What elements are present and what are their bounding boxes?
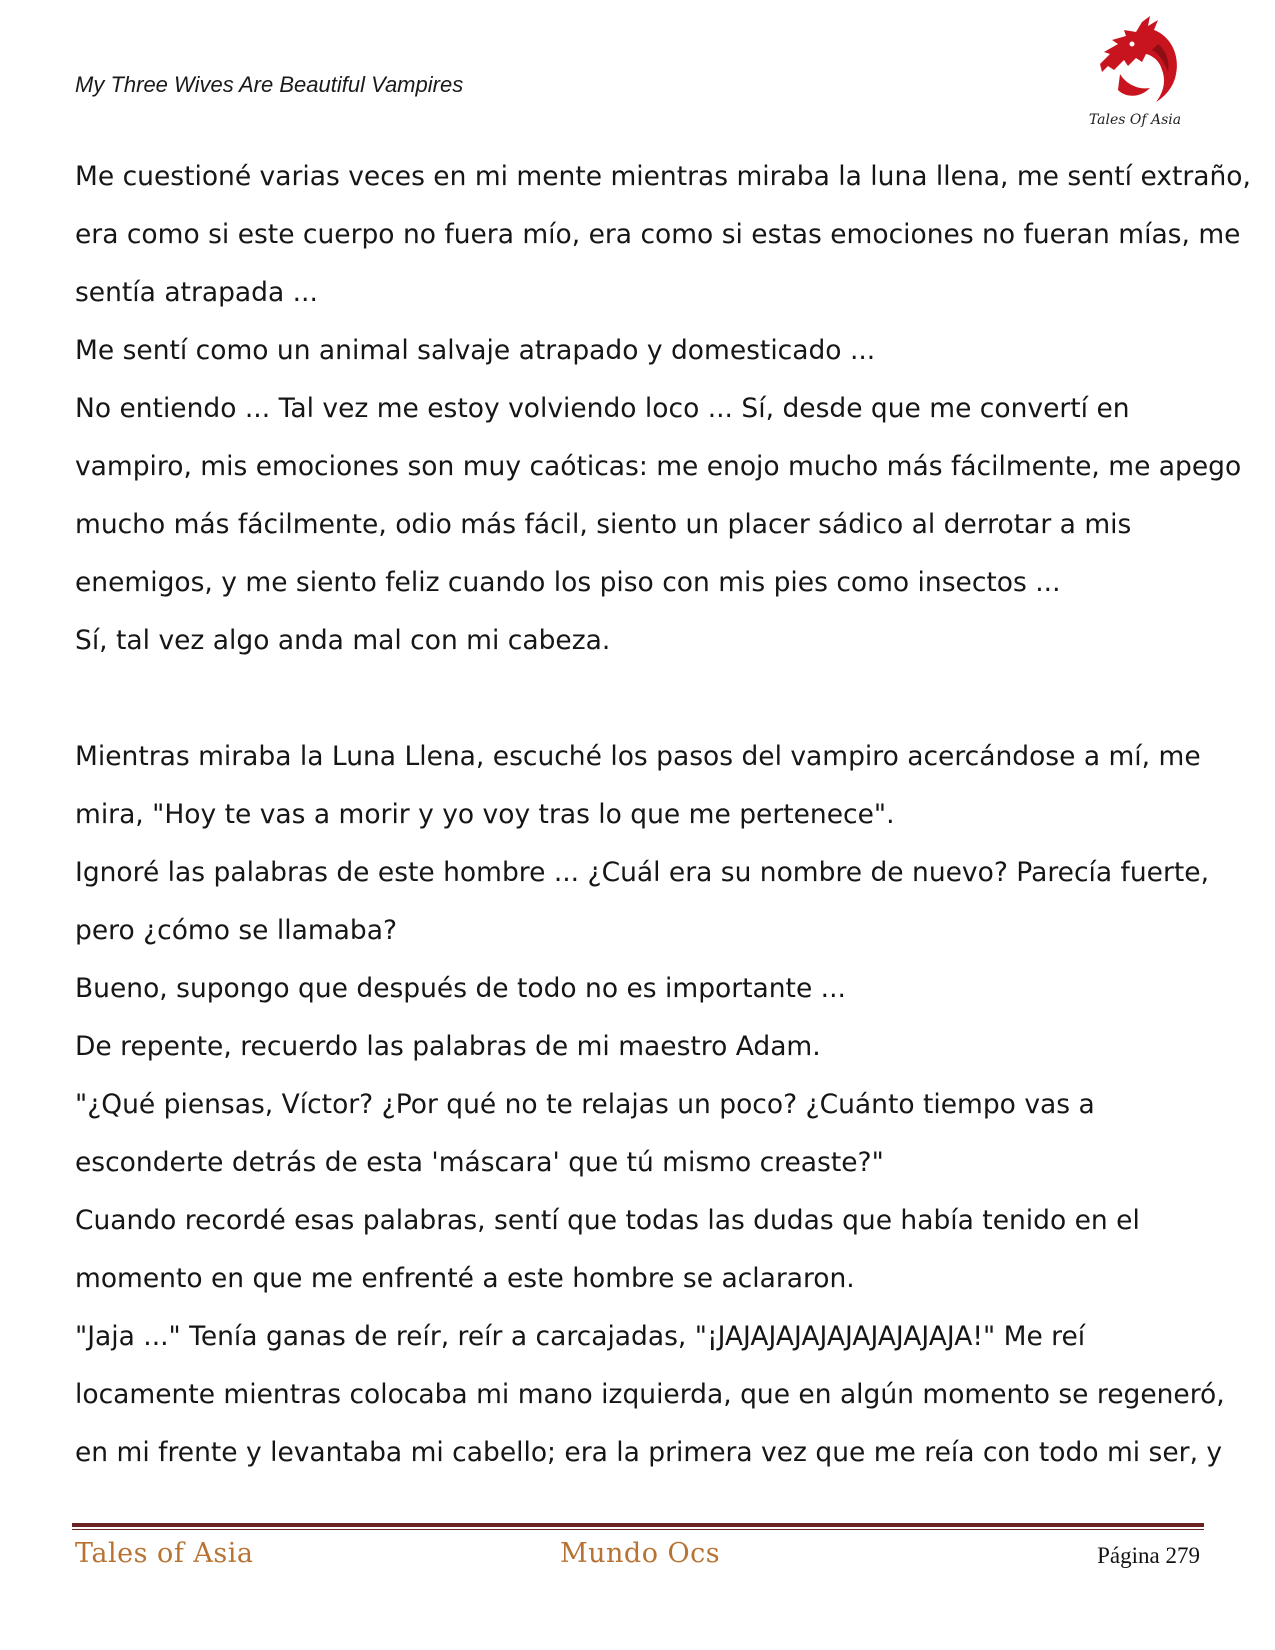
- text-line: momento en que me enfrenté a este hombre se aclararon.: [75, 1263, 855, 1294]
- text-line: sentía atrapada ...: [75, 277, 318, 308]
- text-line: Ignoré las palabras de este hombre ... ¿Cuál era su nombre de nuevo? Parecía fuerte,: [75, 857, 1209, 888]
- text-line: Bueno, supongo que después de todo no es importante ...: [75, 973, 846, 1004]
- page-body: [75, 148, 1251, 1482]
- text-line: Cuando recordé esas palabras, sentí que todas las dudas que había tenido en el: [75, 1205, 1140, 1236]
- text-line: mucho más fácilmente, odio más fácil, siento un placer sádico al derrotar a mis: [75, 509, 1132, 540]
- text-line: De repente, recuerdo las palabras de mi maestro Adam.: [75, 1031, 821, 1062]
- logo-text: Tales Of Asia: [1088, 112, 1182, 128]
- text-line: vampiro, mis emociones son muy caóticas: me enojo mucho más fácilmente, me apego: [75, 451, 1242, 482]
- text-line: pero ¿cómo se llamaba?: [75, 915, 398, 946]
- text-line: en mi frente y levantaba mi cabello; era la primera vez que me reía con todo mi ser, y: [75, 1437, 1223, 1468]
- text-line: Sí, tal vez algo anda mal con mi cabeza.: [75, 625, 611, 656]
- text-line: "¿Qué piensas, Víctor? ¿Por qué no te relajas un poco? ¿Cuánto tiempo vas a: [75, 1089, 1095, 1120]
- text-line: locamente mientras colocaba mi mano izquierda, que en algún momento se regeneró,: [75, 1379, 1225, 1410]
- text-line: mira, "Hoy te vas a morir y yo voy tras lo que me pertenece".: [75, 799, 895, 830]
- footer-rule: [72, 1523, 1204, 1531]
- text-line: esconderte detrás de esta 'máscara' que tú mismo creaste?": [75, 1147, 884, 1178]
- header-title: My Three Wives Are Beautiful Vampires: [75, 72, 464, 97]
- tales-of-asia-logo: [1080, 14, 1190, 139]
- text-line: era como si este cuerpo no fuera mío, era como si estas emociones no fueran mías, me: [75, 219, 1241, 250]
- paragraph-gap: [75, 670, 1205, 728]
- footer-translator: Mundo Ocs: [560, 1538, 721, 1569]
- text-line: "Jaja ..." Tenía ganas de reír, reír a carcajadas, "¡JAJAJAJAJAJAJAJAJAJA!" Me reí: [75, 1321, 1086, 1352]
- text-line: Me sentí como un animal salvaje atrapado y domesticado ...: [75, 335, 876, 366]
- text-line: enemigos, y me siento feliz cuando los piso con mis pies como insectos ...: [75, 567, 1061, 598]
- footer-publisher: Tales of Asia: [75, 1538, 254, 1569]
- text-line: Me cuestioné varias veces en mi mente mientras miraba la luna llena, me sentí extraño,: [75, 161, 1251, 192]
- text-line: No entiendo ... Tal vez me estoy volviendo loco ... Sí, desde que me convertí en: [75, 393, 1130, 424]
- page-number: Página 279: [1097, 1543, 1200, 1568]
- text-line: Mientras miraba la Luna Llena, escuché los pasos del vampiro acercándose a mí, me: [75, 741, 1201, 772]
